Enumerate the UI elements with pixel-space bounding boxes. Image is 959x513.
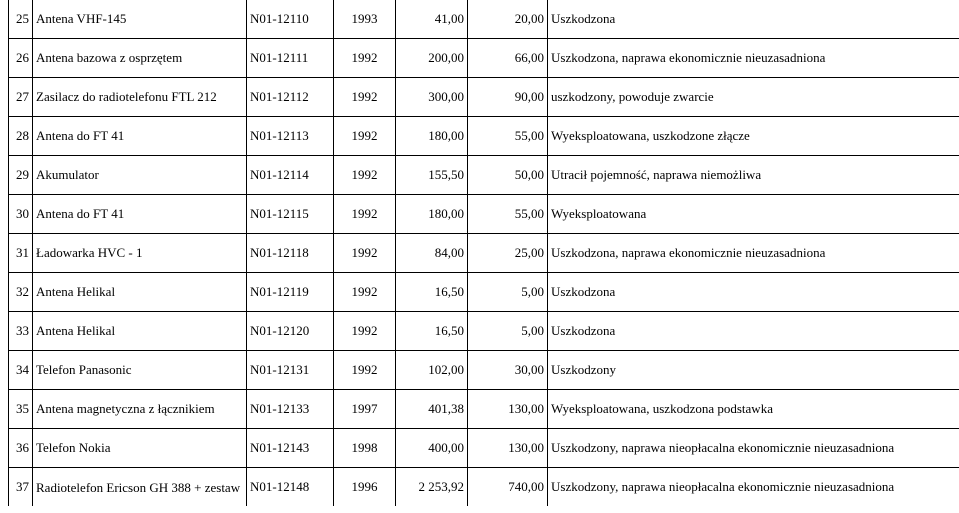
- table-row: [9, 390, 959, 429]
- inventory-number: N01-12113: [247, 117, 334, 156]
- current-value: 130,00: [468, 390, 548, 429]
- row-number: 29: [9, 156, 33, 195]
- initial-value: 300,00: [396, 78, 468, 117]
- row-number: 28: [9, 117, 33, 156]
- inventory-number: N01-12120: [247, 312, 334, 351]
- current-value: 20,00: [468, 0, 548, 39]
- item-name: Ładowarka HVC - 1: [33, 234, 247, 273]
- row-number: 25: [9, 0, 33, 39]
- condition-note: Wyeksploatowana, uszkodzona podstawka: [548, 390, 959, 429]
- item-name: Antena Helikal: [33, 312, 247, 351]
- row-number: 27: [9, 78, 33, 117]
- table-row: [9, 195, 959, 234]
- table-row: [9, 39, 959, 78]
- condition-note: Wyeksploatowana: [548, 195, 959, 234]
- current-value: 5,00: [468, 312, 548, 351]
- table-row: [9, 234, 959, 273]
- year: 1992: [334, 156, 396, 195]
- row-number: 35: [9, 390, 33, 429]
- row-number: 31: [9, 234, 33, 273]
- inventory-number: N01-12118: [247, 234, 334, 273]
- initial-value: 200,00: [396, 39, 468, 78]
- item-name: Antena do FT 41: [33, 195, 247, 234]
- current-value: 55,00: [468, 195, 548, 234]
- condition-note: Uszkodzony, naprawa nieopłacalna ekonomicznie nieuzasadniona: [548, 468, 959, 507]
- year: 1996: [334, 468, 396, 507]
- inventory-table: [8, 0, 959, 506]
- inventory-number: N01-12133: [247, 390, 334, 429]
- initial-value: 84,00: [396, 234, 468, 273]
- table-row: [9, 312, 959, 351]
- table-row: [9, 78, 959, 117]
- table-row: [9, 117, 959, 156]
- year: 1992: [334, 195, 396, 234]
- item-name: Antena VHF-145: [33, 0, 247, 39]
- current-value: 5,00: [468, 273, 548, 312]
- condition-note: uszkodzony, powoduje zwarcie: [548, 78, 959, 117]
- year: 1992: [334, 351, 396, 390]
- table-row: [9, 351, 959, 390]
- item-name: Antena do FT 41: [33, 117, 247, 156]
- table-row: [9, 273, 959, 312]
- current-value: 130,00: [468, 429, 548, 468]
- table-row: [9, 468, 959, 507]
- condition-note: Uszkodzona, naprawa ekonomicznie nieuzasadniona: [548, 234, 959, 273]
- year: 1992: [334, 234, 396, 273]
- condition-note: Uszkodzona, naprawa ekonomicznie nieuzasadniona: [548, 39, 959, 78]
- current-value: 25,00: [468, 234, 548, 273]
- initial-value: 16,50: [396, 273, 468, 312]
- condition-note: Uszkodzona: [548, 0, 959, 39]
- initial-value: 180,00: [396, 195, 468, 234]
- inventory-number: N01-12131: [247, 351, 334, 390]
- row-number: 32: [9, 273, 33, 312]
- condition-note: Wyeksploatowana, uszkodzone złącze: [548, 117, 959, 156]
- item-name: Zasilacz do radiotelefonu FTL 212: [33, 78, 247, 117]
- inventory-number: N01-12111: [247, 39, 334, 78]
- row-number: 36: [9, 429, 33, 468]
- inventory-number: N01-12119: [247, 273, 334, 312]
- year: 1992: [334, 39, 396, 78]
- item-name: Telefon Panasonic: [33, 351, 247, 390]
- condition-note: Uszkodzony: [548, 351, 959, 390]
- initial-value: 16,50: [396, 312, 468, 351]
- initial-value: 400,00: [396, 429, 468, 468]
- inventory-number: N01-12143: [247, 429, 334, 468]
- initial-value: 401,38: [396, 390, 468, 429]
- current-value: 30,00: [468, 351, 548, 390]
- year: 1993: [334, 0, 396, 39]
- row-number: 30: [9, 195, 33, 234]
- row-number: 34: [9, 351, 33, 390]
- table-row: [9, 0, 959, 39]
- year: 1992: [334, 117, 396, 156]
- condition-note: Uszkodzona: [548, 312, 959, 351]
- condition-note: Uszkodzona: [548, 273, 959, 312]
- condition-note: Utracił pojemność, naprawa niemożliwa: [548, 156, 959, 195]
- item-name: Antena magnetyczna z łącznikiem: [33, 390, 247, 429]
- year: 1998: [334, 429, 396, 468]
- current-value: 66,00: [468, 39, 548, 78]
- year: 1992: [334, 273, 396, 312]
- inventory-number: N01-12112: [247, 78, 334, 117]
- initial-value: 155,50: [396, 156, 468, 195]
- condition-note: Uszkodzony, naprawa nieopłacalna ekonomicznie nieuzasadniona: [548, 429, 959, 468]
- item-name: Antena Helikal: [33, 273, 247, 312]
- initial-value: 2 253,92: [396, 468, 468, 507]
- inventory-number: N01-12114: [247, 156, 334, 195]
- initial-value: 41,00: [396, 0, 468, 39]
- row-number: 37: [9, 468, 33, 507]
- year: 1992: [334, 312, 396, 351]
- inventory-table-body: [9, 0, 959, 506]
- current-value: 90,00: [468, 78, 548, 117]
- item-name: Akumulator: [33, 156, 247, 195]
- initial-value: 102,00: [396, 351, 468, 390]
- current-value: 55,00: [468, 117, 548, 156]
- row-number: 33: [9, 312, 33, 351]
- initial-value: 180,00: [396, 117, 468, 156]
- year: 1997: [334, 390, 396, 429]
- inventory-number: N01-12110: [247, 0, 334, 39]
- item-name: Telefon Nokia: [33, 429, 247, 468]
- item-name: Antena bazowa z osprzętem: [33, 39, 247, 78]
- table-row: [9, 429, 959, 468]
- current-value: 740,00: [468, 468, 548, 507]
- row-number: 26: [9, 39, 33, 78]
- table-row: [9, 156, 959, 195]
- inventory-number: N01-12115: [247, 195, 334, 234]
- current-value: 50,00: [468, 156, 548, 195]
- year: 1992: [334, 78, 396, 117]
- item-name: Radiotelefon Ericson GH 388 + zestaw: [33, 468, 247, 507]
- inventory-number: N01-12148: [247, 468, 334, 507]
